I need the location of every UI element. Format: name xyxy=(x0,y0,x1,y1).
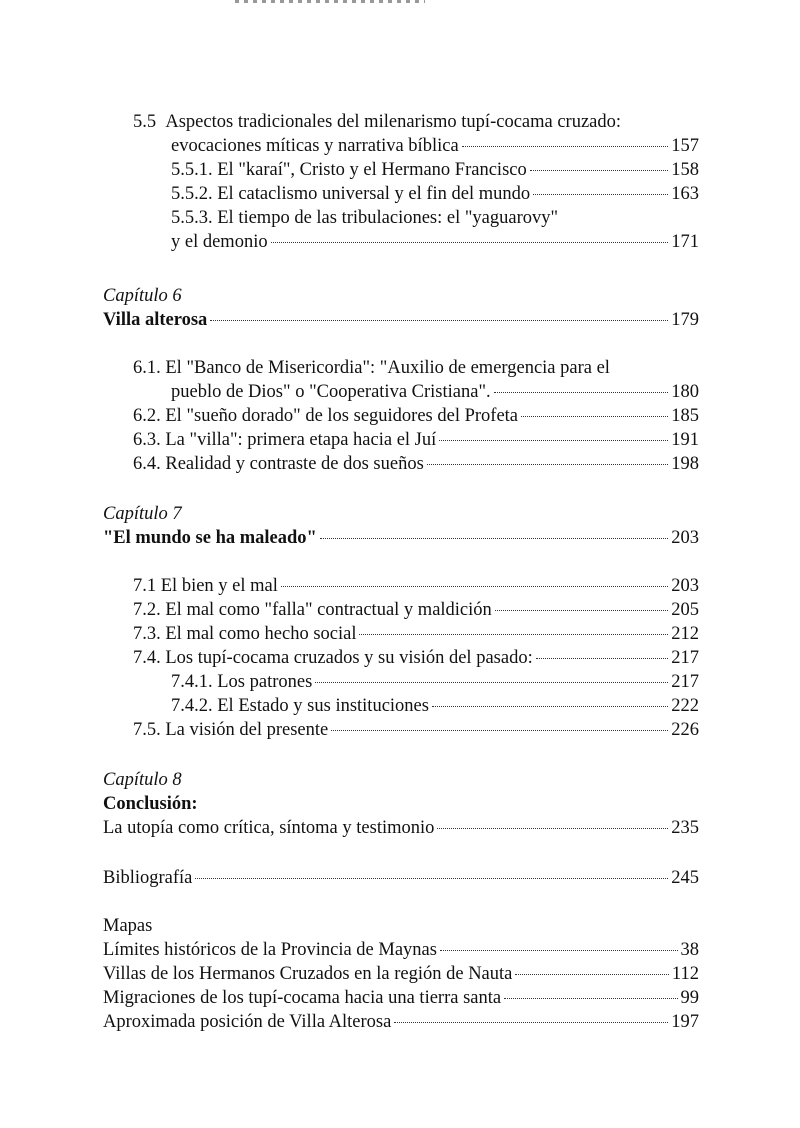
toc-5-5-line1: 5.5 Aspectos tradicionales del milenarismo tupí-cocama cruzado: xyxy=(133,112,622,132)
leader-dots xyxy=(359,634,668,635)
page-number: 198 xyxy=(671,454,699,474)
page-number: 180 xyxy=(671,382,699,402)
leader-dots xyxy=(462,146,669,147)
page-number: 38 xyxy=(680,940,699,960)
page-number: 99 xyxy=(680,988,699,1008)
leader-dots xyxy=(439,440,668,441)
page-number: 157 xyxy=(671,136,699,156)
page-number: 191 xyxy=(671,430,699,450)
chapter-7-label: Capítulo 7 xyxy=(103,504,182,524)
leader-dots xyxy=(210,320,668,321)
maps-heading: Mapas xyxy=(103,916,153,936)
toc-6-1-line1: 6.1. El "Banco de Misericordia": "Auxilio de emergencia para el xyxy=(133,358,610,378)
chapter-8-subtitle: La utopía como crítica, síntoma y testimonio 235 xyxy=(103,818,699,838)
leader-dots xyxy=(320,538,668,539)
map-entry: Límites históricos de la Provincia de Maynas 38 xyxy=(103,940,699,960)
page-number: 179 xyxy=(671,310,699,330)
map-entry: Migraciones de los tupí-cocama hacia una tierra santa 99 xyxy=(103,988,699,1008)
toc-5-5-line2: evocaciones míticas y narrativa bíblica 157 xyxy=(171,136,699,156)
page-number: 205 xyxy=(671,600,699,620)
leader-dots xyxy=(504,998,677,999)
page-number: 203 xyxy=(671,576,699,596)
leader-dots xyxy=(515,974,669,975)
leader-dots xyxy=(494,392,669,393)
page-number: 163 xyxy=(671,184,699,204)
chapter-6-label: Capítulo 6 xyxy=(103,286,182,306)
toc-6-1-line2: pueblo de Dios" o "Cooperativa Cristiana". 180 xyxy=(171,382,699,402)
page-number: 212 xyxy=(671,624,699,644)
toc-7-3: 7.3. El mal como hecho social 212 xyxy=(133,624,699,644)
page-number: 185 xyxy=(671,406,699,426)
bibliography-entry: Bibliografía 245 xyxy=(103,868,699,888)
chapter-8-title: Conclusión: xyxy=(103,794,198,814)
toc-5-5-3-line2: y el demonio 171 xyxy=(171,232,699,252)
leader-dots xyxy=(533,194,668,195)
leader-dots xyxy=(315,682,668,683)
page-number: 235 xyxy=(671,818,699,838)
leader-dots xyxy=(437,828,668,829)
leader-dots xyxy=(281,586,668,587)
page-number: 217 xyxy=(671,672,699,692)
toc-6-3: 6.3. La "villa": primera etapa hacia el Juí 191 xyxy=(133,430,699,450)
chapter-7-title: "El mundo se ha maleado" 203 xyxy=(103,528,699,548)
page-number: 226 xyxy=(671,720,699,740)
leader-dots xyxy=(440,950,678,951)
leader-dots xyxy=(521,416,668,417)
toc-5-5-1: 5.5.1. El "karaí", Cristo y el Hermano Francisco 158 xyxy=(171,160,699,180)
toc-5-5-3-line1: 5.5.3. El tiempo de las tribulaciones: el "yaguarovy" xyxy=(171,208,559,228)
page-number: 245 xyxy=(671,868,699,888)
leader-dots xyxy=(195,878,668,879)
toc-7-1: 7.1 El bien y el mal 203 xyxy=(133,576,699,596)
toc-7-4-1: 7.4.1. Los patrones 217 xyxy=(171,672,699,692)
toc-7-4: 7.4. Los tupí-cocama cruzados y su visión del pasado: 217 xyxy=(133,648,699,668)
leader-dots xyxy=(495,610,668,611)
scan-artifact xyxy=(235,0,425,3)
leader-dots xyxy=(394,1022,668,1023)
leader-dots xyxy=(271,242,669,243)
leader-dots xyxy=(427,464,668,465)
toc-7-5: 7.5. La visión del presente 226 xyxy=(133,720,699,740)
page-number: 203 xyxy=(671,528,699,548)
toc-6-2: 6.2. El "sueño dorado" de los seguidores del Profeta 185 xyxy=(133,406,699,426)
map-entry: Aproximada posición de Villa Alterosa 197 xyxy=(103,1012,699,1032)
leader-dots xyxy=(530,170,669,171)
toc-6-4: 6.4. Realidad y contraste de dos sueños 198 xyxy=(133,454,699,474)
chapter-8-label: Capítulo 8 xyxy=(103,770,182,790)
page-number: 217 xyxy=(671,648,699,668)
page-number: 222 xyxy=(671,696,699,716)
leader-dots xyxy=(536,658,669,659)
leader-dots xyxy=(432,706,668,707)
toc-5-5-2: 5.5.2. El cataclismo universal y el fin del mundo 163 xyxy=(171,184,699,204)
chapter-6-title: Villa alterosa 179 xyxy=(103,310,699,330)
toc-7-4-2: 7.4.2. El Estado y sus instituciones 222 xyxy=(171,696,699,716)
toc-7-2: 7.2. El mal como "falla" contractual y maldición 205 xyxy=(133,600,699,620)
page-number: 197 xyxy=(671,1012,699,1032)
leader-dots xyxy=(331,730,668,731)
page-number: 158 xyxy=(671,160,699,180)
page-number: 112 xyxy=(671,964,699,984)
page-number: 171 xyxy=(671,232,699,252)
map-entry: Villas de los Hermanos Cruzados en la región de Nauta 112 xyxy=(103,964,699,984)
